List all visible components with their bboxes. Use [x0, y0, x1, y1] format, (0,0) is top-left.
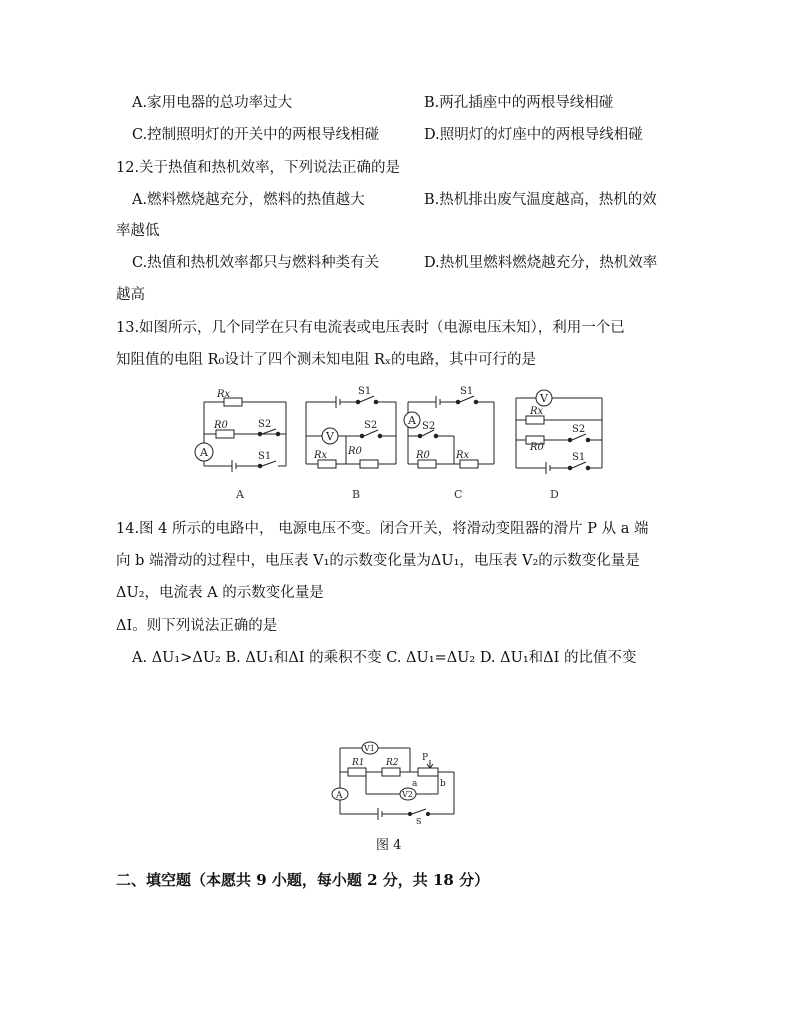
label-r0: R0	[416, 450, 430, 461]
label-s2: S2	[422, 421, 436, 432]
q12-option-c: C.热值和热机效率都只与燃料种类有关	[132, 255, 380, 271]
q12-option-b: B.热机排出废气温度越高，热机的效	[424, 192, 657, 208]
q12-option-d-cont: 越高	[116, 287, 145, 303]
voltmeter-symbol: V	[326, 430, 334, 443]
q12-option-d: D.热机里燃料燃烧越充分，热机效率	[424, 255, 658, 271]
q12-stem: 12.关于热值和热机效率，下列说法正确的是	[116, 160, 401, 176]
label-switch: S	[416, 817, 422, 824]
circuit-c	[398, 380, 502, 472]
label-r2: R2	[386, 758, 399, 768]
label-rx: Rx	[217, 389, 231, 400]
q12-option-a: A.燃料燃烧越充分，燃料的热值越大	[132, 192, 365, 208]
q14-stem-line1: 14.图 4 所示的电路中， 电源电压不变。闭合开关，将滑动变阻器的滑片 P 从 a 端	[116, 521, 649, 537]
q13-stem-line1: 13.如图所示，几个同学在只有电流表或电压表时（电源电压未知），利用一个已	[116, 320, 625, 336]
q14-stem-line4: ΔI。则下列说法正确的是	[116, 618, 278, 634]
label-rx: Rx	[456, 450, 470, 461]
v2-symbol: V2	[402, 790, 413, 799]
q12-option-b-cont: 率越低	[116, 223, 160, 239]
circuit-a	[186, 386, 296, 476]
q14-stem-line2: 向 b 端滑动的过程中，电压表 V₁的示数变化量为ΔU₁，电压表 V₂的示数变化量是	[116, 553, 640, 569]
section-2-heading: 二、填空题（本愿共 9 小题，每小题 2 分，共 18 分）	[116, 871, 490, 889]
label-rx: Rx	[314, 450, 328, 461]
label-s1: S1	[258, 451, 272, 462]
label-s1: S1	[358, 386, 372, 397]
q13-stem-line2: 知阻值的电阻 R₀设计了四个测未知电阻 Rₓ的电路，其中可行的是	[116, 352, 537, 368]
circuit-c-caption: C	[454, 488, 463, 501]
circuit-d-caption: D	[550, 488, 559, 501]
q11-option-b: B.两孔插座中的两根导线相碰	[424, 95, 614, 111]
label-s1: S1	[572, 452, 586, 463]
q11-option-c: C.控制照明灯的开关中的两根导线相碰	[132, 127, 380, 143]
v1-symbol: V1	[364, 744, 375, 753]
label-p: P	[422, 753, 429, 763]
q11-option-d: D.照明灯的灯座中的两根导线相碰	[424, 127, 643, 143]
label-a-end: a	[412, 779, 418, 789]
label-s2: S2	[572, 424, 586, 435]
circuit-b-caption: B	[352, 488, 361, 501]
label-s2: S2	[364, 420, 378, 431]
label-r0: R0	[348, 446, 362, 457]
label-b-end: b	[440, 779, 446, 789]
label-r1: R1	[352, 758, 365, 768]
q11-option-a: A.家用电器的总功率过大	[132, 95, 293, 111]
label-r0: R0	[214, 420, 228, 431]
ammeter-symbol: A	[336, 791, 343, 801]
label-s2: S2	[258, 419, 272, 430]
label-rx: Rx	[530, 406, 544, 417]
q14-options: A. ΔU₁>ΔU₂ B. ΔU₁和ΔI 的乘积不变 C. ΔU₁=ΔU₂ D. ΔU₁和ΔI 的比值不变	[132, 650, 637, 666]
label-s1: S1	[460, 386, 474, 397]
voltmeter-symbol: V	[540, 392, 548, 405]
q14-stem-line3: ΔU₂，电流表 A 的示数变化量是	[116, 585, 324, 601]
circuit-b	[298, 380, 402, 472]
circuit-a-caption: A	[236, 488, 244, 501]
ammeter-symbol: A	[408, 414, 416, 427]
label-r0: R0	[530, 442, 544, 453]
figure-4-circuit	[326, 738, 466, 824]
ammeter-symbol: A	[200, 446, 208, 459]
circuit-d	[508, 380, 608, 476]
figure-4-caption: 图 4	[376, 838, 402, 853]
